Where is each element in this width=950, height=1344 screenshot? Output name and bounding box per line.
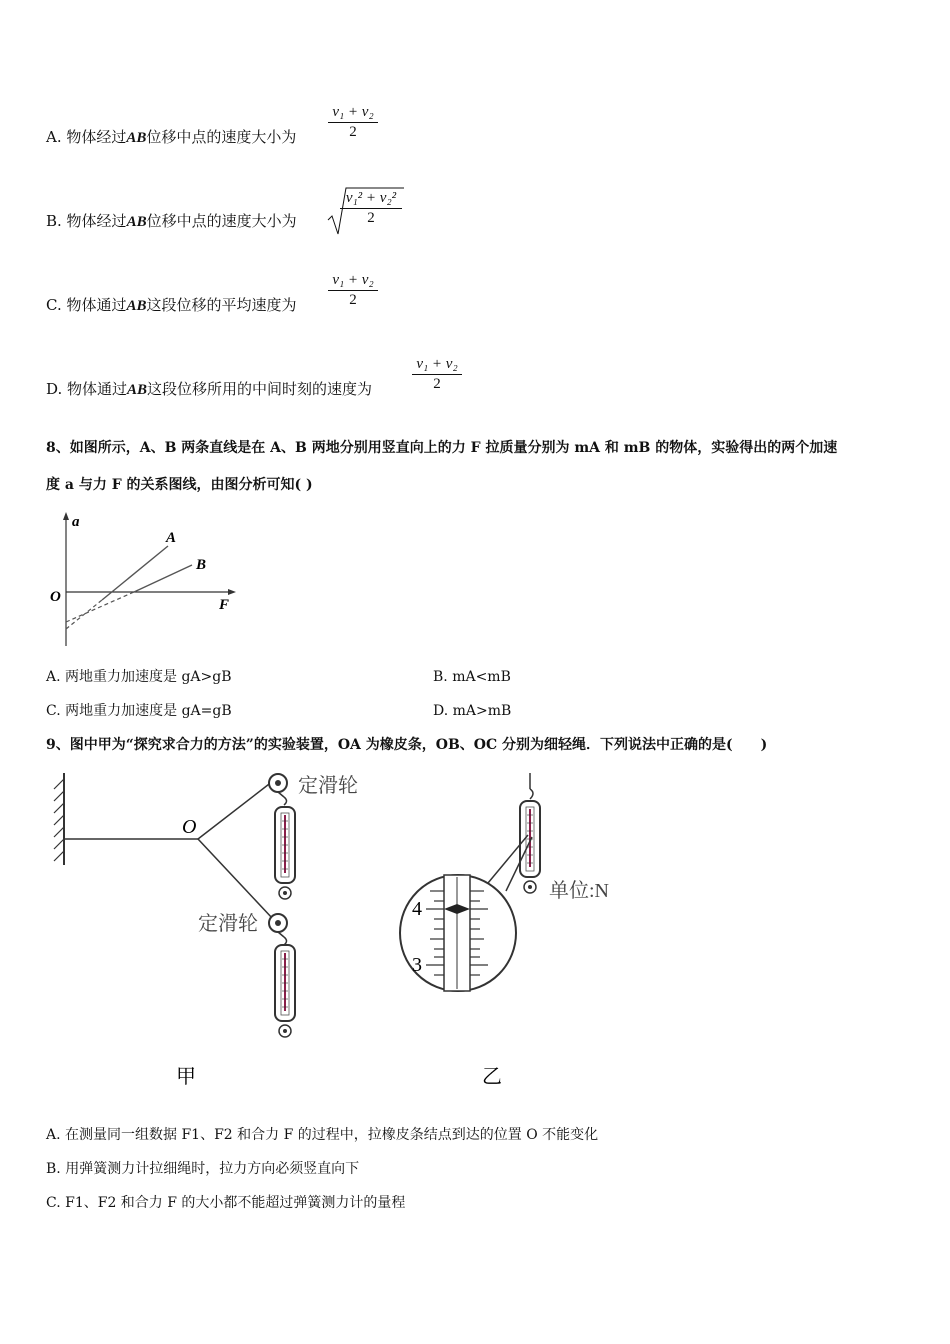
caption-right: 乙 <box>482 1066 502 1088</box>
q8-stem-line2: 度 a 与力 F 的关系图线，由图分析可知( ) <box>46 477 313 493</box>
caption-left: 甲 <box>176 1066 196 1088</box>
q7-option-b: B. 物体经过AB位移中点的速度大小为 <box>46 212 297 230</box>
graph-x-label: F <box>219 597 230 613</box>
q7-option-d-fraction: $\frac{\text{v₁ + v₂}}{2}$ <box>412 356 462 393</box>
point-o-label: O <box>182 816 197 838</box>
wall-hatch <box>54 779 64 861</box>
q9-stem: 9、图中甲为“探究求合力的方法”的实验装置，OA 为橡皮条，OB、OC 分别为细轻绳．下列说法中正确的是( ) <box>46 737 768 753</box>
graph-y-label: a <box>72 514 80 530</box>
q7-option-a: A. 物体经过AB位移中点的速度大小为 <box>46 128 297 146</box>
unit-label: 单位:N <box>549 880 609 902</box>
q7-option-c: C. 物体通过AB这段位移的平均速度为 <box>46 296 297 314</box>
q8-option-c: C. 两地重力加速度是 gA=gB <box>46 703 232 719</box>
graph-line-b-label: B <box>196 557 207 573</box>
graph-line-b <box>134 565 192 592</box>
spring-scale-hanging <box>520 801 540 893</box>
q7-option-c-fraction: $\frac{\text{v₁ + v₂}}{2}$ <box>328 272 378 309</box>
q8-graph <box>46 508 246 650</box>
q7-option-a-fraction: $\frac{\text{v₁ + v₂}}{2}$ <box>328 104 378 141</box>
pulley-bottom-label: 定滑轮 <box>198 913 258 935</box>
graph-line-a-dashed <box>66 600 102 629</box>
q8-stem-line1: 8、如图所示，A、B 两条直线是在 A、B 两地分别用竖直向上的力 F 拉质量分别为 mA 和 mB 的物体，实验得出的两个加速 <box>46 440 838 456</box>
rope-ob <box>198 781 273 839</box>
q9-option-b: B. 用弹簧测力计拉细绳时，拉力方向必须竖直向下 <box>46 1161 360 1177</box>
q7-option-d: D. 物体通过AB这段位移所用的中间时刻的速度为 <box>46 380 373 398</box>
scale-3-label: 3 <box>412 954 422 976</box>
q9-figure <box>46 765 646 1095</box>
q9-option-c: C. F1、F2 和合力 F 的大小都不能超过弹簧测力计的量程 <box>46 1195 406 1211</box>
q8-option-d: D. mA>mB <box>433 703 512 719</box>
q7-option-b-fraction: $\frac{\text{v₁² + v₂²}}{2}$ <box>340 190 402 227</box>
spring-scale-top <box>275 807 295 899</box>
graph-line-a-label: A <box>166 530 177 546</box>
rope-oc <box>198 839 273 919</box>
pulley-top-label: 定滑轮 <box>298 775 358 797</box>
graph-y-arrow-icon <box>63 512 69 520</box>
q8-option-b: B. mA<mB <box>433 669 511 685</box>
q8-option-a: A. 两地重力加速度是 gA>gB <box>46 669 232 685</box>
spring-scale-bottom <box>275 945 295 1037</box>
graph-origin-label: O <box>50 589 61 605</box>
scale-4-label: 4 <box>412 898 422 920</box>
graph-line-b-dashed <box>66 592 134 622</box>
q9-option-a: A. 在测量同一组数据 F1、F2 和合力 F 的过程中，拉橡皮条结点到达的位置 O 不能变化 <box>46 1127 599 1143</box>
graph-x-arrow-icon <box>228 589 236 595</box>
